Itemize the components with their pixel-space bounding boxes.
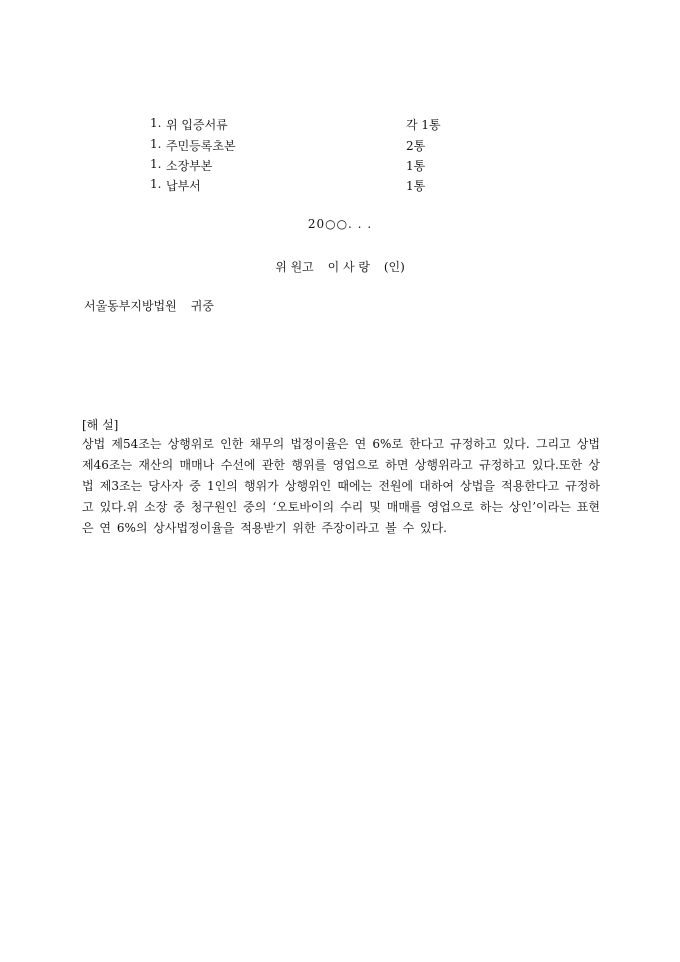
attachment-number: 1. xyxy=(150,177,162,191)
attachment-item xyxy=(150,177,470,195)
attachment-quantity: 1통 xyxy=(406,159,426,173)
addressee-honorific: 귀중 xyxy=(190,299,214,313)
signature-line xyxy=(0,258,680,275)
seal-mark: (인) xyxy=(383,260,405,274)
court-addressee-line xyxy=(84,297,214,314)
commentary-heading: [해 설] xyxy=(82,418,119,432)
attachment-number: 1. xyxy=(150,157,162,171)
filing-date: 20○○. . . xyxy=(307,217,373,231)
commentary-paragraph: 상법 제54조는 상행위로 인한 채무의 법정이율은 연 6%로 한다고 규정하고 있다. 그리고 상법 제46조는 재산의 매매나 수선에 관한 행위를 영업으로 하면 상행위라고 규정하고 있다.또한 상법 제3조는 당사자 중 1인의 행위가 상행위인 때에는 전원에 대하여 상법을 적용한다고 규정하고 있다.위 소장 중 청구원인 중의 ‘오토바이의 수리 및 매매를 영업으로 하는 상인’이라는 표현은 연 6%의 상사법정이율을 적용받기 위한 주장이라고 볼 수 있다. xyxy=(82,437,600,535)
attachment-number: 1. xyxy=(150,116,162,130)
attachment-item xyxy=(150,137,470,155)
signer-role: 위 원고 xyxy=(275,260,314,274)
commentary-section xyxy=(82,434,600,539)
attachment-name: 납부서 xyxy=(166,179,201,193)
attachment-name: 소장부본 xyxy=(166,159,213,173)
attachment-quantity: 1통 xyxy=(406,179,426,193)
attachment-number: 1. xyxy=(150,137,162,151)
attachment-item xyxy=(150,157,470,175)
signer-name: 이 사 랑 xyxy=(327,260,371,274)
attachment-quantity: 2통 xyxy=(406,139,426,153)
court-name: 서울동부지방법원 xyxy=(84,299,177,313)
attachment-quantity: 각 1통 xyxy=(406,118,441,132)
attachment-item xyxy=(150,116,470,134)
attachment-name: 주민등록초본 xyxy=(166,139,236,153)
attachment-name: 위 입증서류 xyxy=(166,118,228,132)
